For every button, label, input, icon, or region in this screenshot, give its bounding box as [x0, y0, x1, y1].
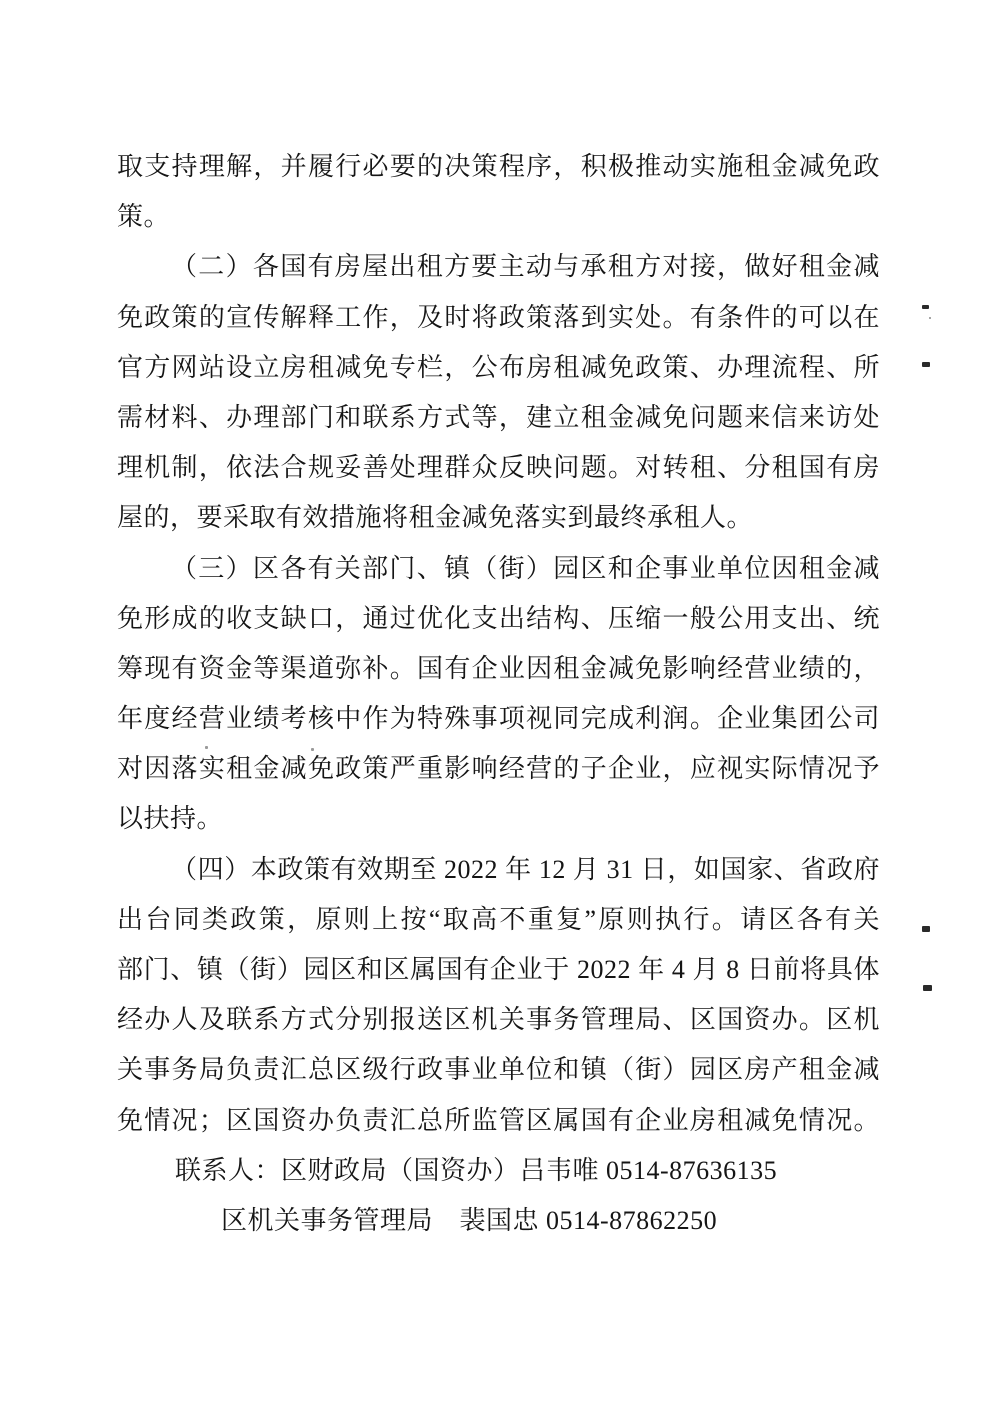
- scan-artifact: [205, 746, 208, 749]
- document-line: 官方网站设立房租减免专栏，公布房租减免政策、办理流程、所: [117, 352, 880, 382]
- document-line-section-4-start: （四）本政策有效期至 2022 年 12 月 31 日，如国家、省政府: [171, 854, 880, 884]
- document-line: 经办人及联系方式分别报送区机关事务管理局、区国资办。区机: [117, 1005, 880, 1035]
- document-line: 出台同类政策，原则上按“取高不重复”原则执行。请区各有关: [117, 904, 880, 934]
- scan-artifact: [311, 748, 314, 751]
- document-line: 部门、镇（街）园区和区属国有企业于 2022 年 4 月 8 日前将具体: [117, 955, 880, 984]
- document-line: 筹现有资金等渠道弥补。国有企业因租金减免影响经营业绩的，: [117, 653, 880, 683]
- document-line: 对因落实租金减免政策严重影响经营的子企业，应视实际情况予: [117, 754, 880, 784]
- document-line: 年度经营业绩考核中作为特殊事项视同完成利润。企业集团公司: [117, 704, 880, 734]
- document-line: 需材料、办理部门和联系方式等，建立租金减免问题来信来访处: [117, 402, 880, 432]
- document-line: 以扶持。: [117, 804, 224, 834]
- scan-artifact: [922, 305, 929, 309]
- scan-artifact: [923, 985, 932, 991]
- document-line: 关事务局负责汇总区级行政事业单位和镇（街）园区房产租金减: [117, 1055, 880, 1085]
- scan-artifact: [922, 926, 930, 932]
- document-line: 免情况；区国资办负责汇总所监管区属国有企业房租减免情况。: [117, 1105, 880, 1135]
- document-line: 理机制，依法合规妥善处理群众反映问题。对转租、分租国有房: [117, 453, 880, 483]
- document-line: 取支持理解，并履行必要的决策程序，积极推动实施租金减免政: [117, 152, 880, 181]
- document-line: 策。: [117, 202, 171, 232]
- scan-artifact: [929, 317, 931, 319]
- contact-line-finance-bureau: 联系人：区财政局（国资办）吕韦唯 0514-87636135: [175, 1155, 778, 1185]
- document-text-block: [117, 142, 880, 1246]
- document-line-section-2-start: （二）各国有房屋出租方要主动与承租方对接，做好租金减: [171, 252, 880, 282]
- document-line: 免形成的收支缺口，通过优化支出结构、压缩一般公用支出、统: [117, 603, 880, 633]
- contact-line-affairs-bureau: 区机关事务管理局 裴国忠 0514-87862250: [221, 1205, 718, 1235]
- document-line: 免政策的宣传解释工作，及时将政策落到实处。有条件的可以在: [117, 302, 880, 332]
- document-line-section-3-start: （三）区各有关部门、镇（街）园区和企事业单位因租金减: [171, 553, 880, 583]
- scan-artifact: [922, 362, 930, 367]
- document-line: 屋的，要采取有效措施将租金减免落实到最终承租人。: [117, 503, 754, 533]
